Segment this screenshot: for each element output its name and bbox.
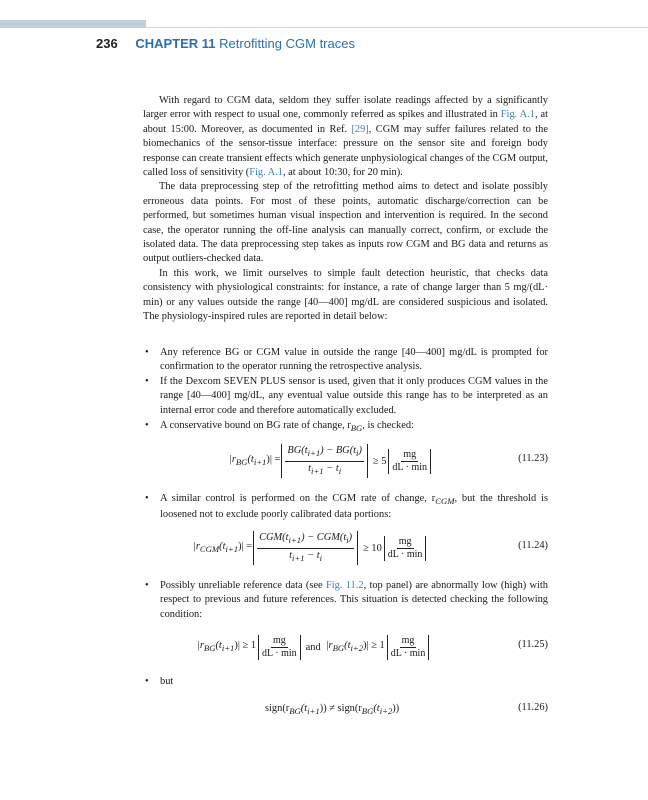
list-item: • A similar control is performed on the CGM rate of change, $r_{CGM}$, but the threshold is loosened not to exclude poorly calibrated data portions: [145,493,548,521]
bullet-icon: • [145,376,149,387]
figure-link[interactable]: Fig. A.1 [500,109,535,121]
bullet-icon: • [145,420,149,431]
equation-11-24: $|r_{CGM}(t_{i+1})|$ = $\frac{CGM(t_{i+1}) - CGM(t_i)}{t_{i+1} - t_i}$ ≥ 10 mg dL · min (11.24) [143,528,548,568]
bullet-icon: • [145,347,149,358]
list-item: • If the Dexcom SEVEN PLUS sensor is used, given that it only produces CGM values in the range [40—400] mg/dL, any eventual value outside this range has to be interpreted as an internal error code and therefore automatically excluded. [145,376,548,416]
unit-mg-per-dl-min: mg dL · min [384,536,427,561]
body-text [143,94,548,325]
unit-mg-per-dl-min: mg dL · min [258,635,301,660]
bullet-icon: • [145,580,149,591]
chapter-title: Retrofitting CGM traces [219,36,355,51]
header-rule [146,27,648,28]
paragraph-2: The data preprocessing step of the retrofitting method aims to detect and isolate possibly erroneous data points. For most of these points, automatic discharge/correction can be performed, but sometimes human visual inspection and intervention is required. In the second case, the operator running the off-line analysis can manually correct, confirm, or exclude the isolated data. The data preprocessing step takes as inputs row CGM and BG data and returns as output outliers-checked data. [143,181,548,265]
list-item: • Possibly unreliable reference data (see Fig. 11.2, top panel) are abnormally low (high) with respect to previous and future references. This situation is detected checking the following condition: [145,580,549,620]
page-number: 236 [96,36,118,51]
paragraph-1: With regard to CGM data, seldom they suffer isolate readings affected by a significantly larger error with respect to usual one, commonly referred as spikes and illustrated in Fig. A.1, at about 15:00. Moreover, as documented in Ref. [29], CGM may suffer failures related to the biomechanics of the sensor-tissue interface: pressure on the sensor site and foreign body response can create transient effects which generate unphysiological changes of the CGM output, called loss of sensitivity (Fig. A.1, at about 10:30, for 20 min). [143,95,548,179]
chapter-label: CHAPTER 11 [135,36,216,51]
header-accent-bar [0,20,146,28]
unit-mg-per-dl-min: mg dL · min [387,635,430,660]
equation-11-26: $sign(r_{BG}(t_{i+1}))$ ≠ $sign(r_{BG}(t_{i+2}))$ (11.26) [265,702,548,717]
list-item: • but [143,675,548,689]
equation-number: (11.26) [518,702,548,713]
equation-number: (11.25) [518,639,548,650]
running-header [96,36,355,51]
figure-link[interactable]: Fig. A.1 [249,167,283,179]
paragraph-3: In this work, we limit ourselves to simple fault detection heuristic, that checks data consistency with physiological constraints: for instance, a rate of change larger than 5 mg/(dL· min) or any values outside the range [40—400] mg/dL are considered suspicious and isolated. The physiology-inspired rules are reported in detail below: [143,267,548,323]
equation-number: (11.23) [518,453,548,464]
bullet-icon: • [145,676,149,687]
equation-number: (11.24) [518,540,548,551]
list-item: • A conservative bound on BG rate of change, $r_{BG}$, is checked: [145,420,414,434]
list-item: • Any reference BG or CGM value in outside the range [40—400] mg/dL is prompted for confirmation to the operator running the retrospective analysis. [145,347,548,373]
reference-link[interactable]: [29] [351,123,369,135]
equation-11-25: $|r_{BG}(t_{i+1})| \ge 1$ mg dL · min and $|r_{BG}(t_{i+2})| \ge 1$ mg dL · min (11.25) [197,634,548,659]
unit-mg-per-dl-min: mg dL · min [388,449,431,474]
figure-link[interactable]: Fig. 11.2 [325,580,364,591]
bullet-icon: • [145,493,149,504]
equation-11-23: $|r_{BG}(t_{i+1})|$ = $\frac{BG(t_{i+1}) - BG(t_i)}{t_{i+1} - t_i}$ ≥ 5 mg dL · min (11.23) [143,441,548,481]
